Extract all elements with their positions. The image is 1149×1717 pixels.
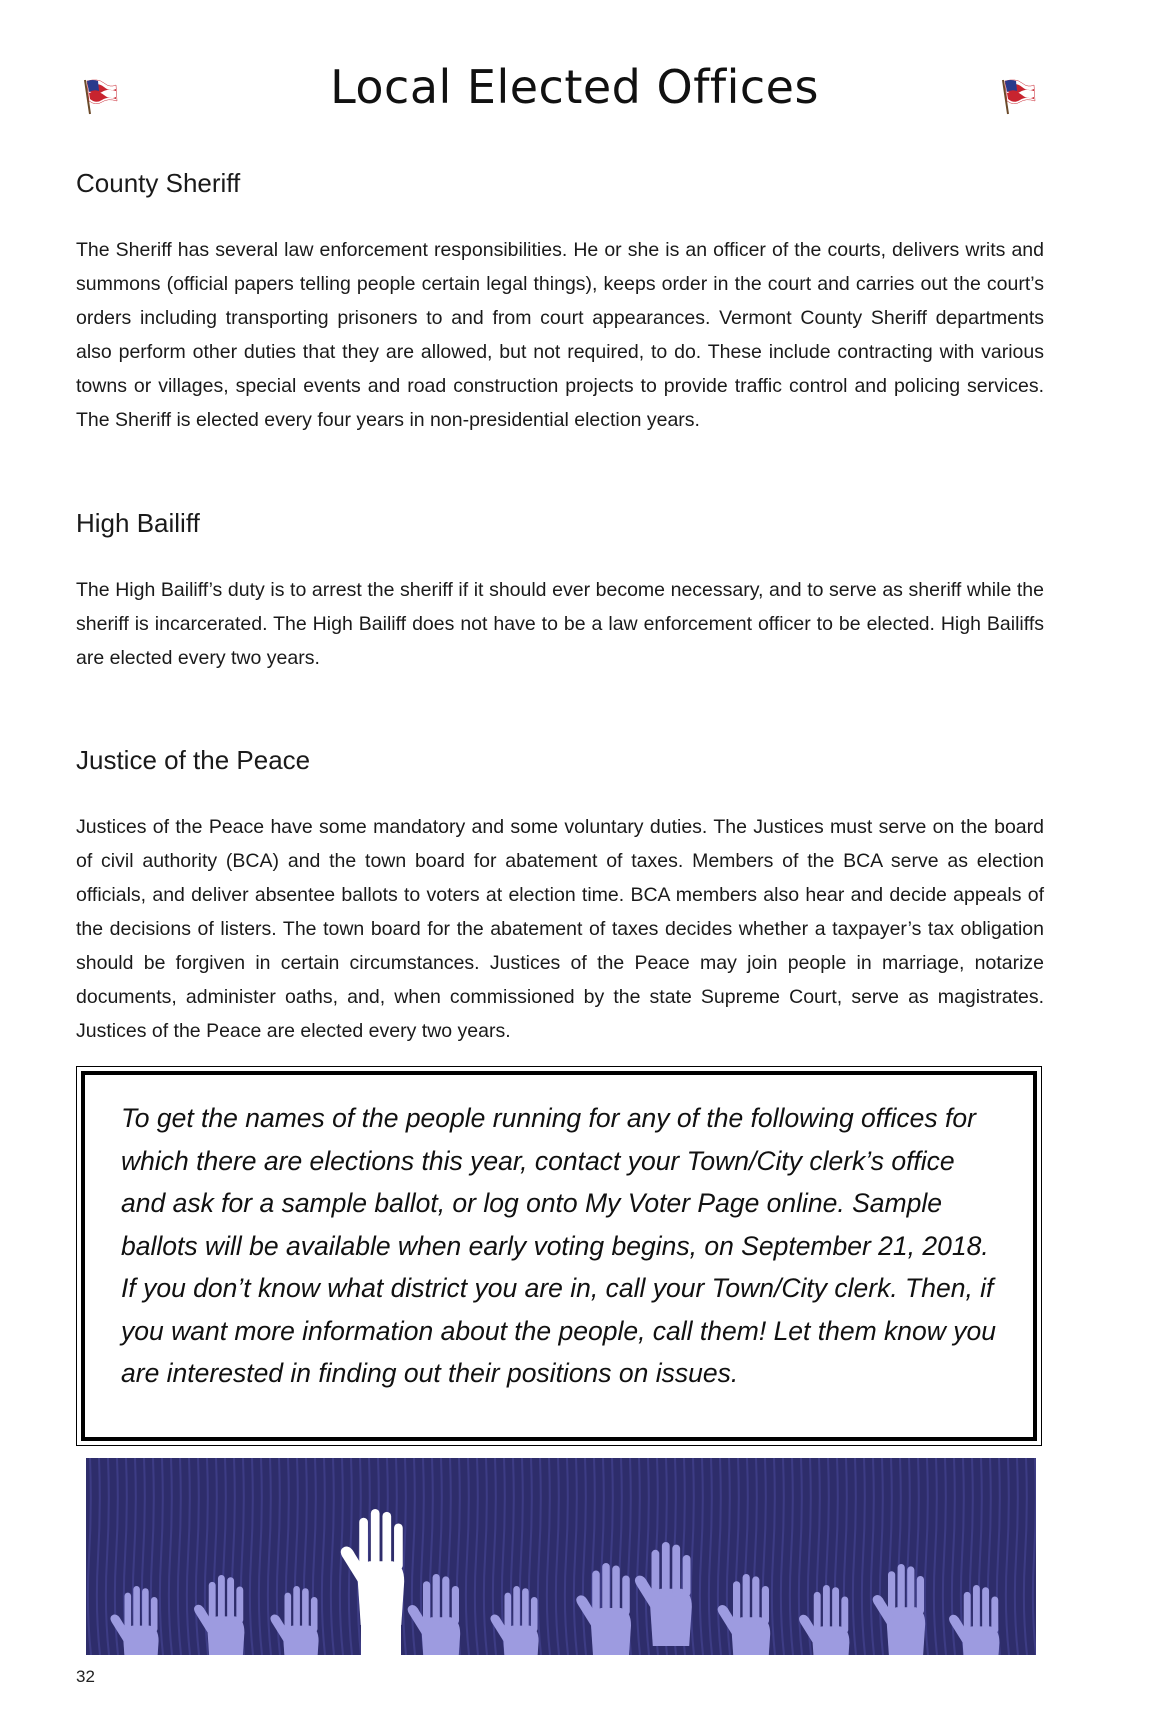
raised-hands-illustration	[86, 1458, 1036, 1655]
notice-box-inner	[81, 1071, 1037, 1441]
section-heading: County Sheriff	[76, 168, 241, 198]
page-title: Local Elected Offices	[330, 60, 819, 114]
section-body: The High Bailiff’s duty is to arrest the sheriff if it should ever become necessary, and to serve as sheriff while the sheriff is incarcerated. The High Bailiff does not have to be a law enforcement officer to be elected. High Bailiffs are elected every two years.	[76, 579, 1044, 669]
section-county-sheriff	[76, 168, 1044, 437]
section-heading: High Bailiff	[76, 508, 200, 538]
section-body: The Sheriff has several law enforcement responsibilities. He or she is an officer of the courts, delivers writs and summons (official papers telling people certain legal things), keeps order in the court and carries out the court’s orders including transporting prisoners to and from court appearances. Vermont County Sheriff departments also perform other duties that they are allowed, but not required, to do. These include contracting with various towns or villages, special events and road construction projects to provide traffic control and policing services. The Sheriff is elected every four years in non-presidential election years.	[76, 239, 1044, 431]
notice-box	[76, 1066, 1042, 1446]
section-heading: Justice of the Peace	[76, 745, 311, 775]
notice-text: To get the names of the people running for any of the following offices for which there are elections this year, contact your Town/City clerk’s office and ask for a sample ballot, or log onto My Voter Page online. Sample ballots will be available when early voting begins, on September 21, 2018. If you don’t know what district you are in, call your Town/City clerk. Then, if you want more information about the people, call them! Let them know you are interested in finding out their positions on issues.	[121, 1103, 996, 1388]
section-body: Justices of the Peace have some mandatory and some voluntary duties. The Justices must serve on the board of civil authority (BCA) and the town board for abatement of taxes. Members of the BCA serve as election officials, and deliver absentee ballots to voters at election time. BCA members also hear and decide appeals of the decisions of listers. The town board for the abatement of taxes decides whether a taxpayer’s tax obligation should be forgiven in certain circumstances. Justices of the Peace may join people in marriage, notarize documents, administer oaths, and, when commissioned by the state Supreme Court, serve as magistrates. Justices of the Peace are elected every two years.	[76, 816, 1044, 1042]
section-justice-of-the-peace	[76, 745, 1044, 1048]
page-number: 32	[76, 1667, 95, 1686]
section-high-bailiff	[76, 508, 1044, 675]
